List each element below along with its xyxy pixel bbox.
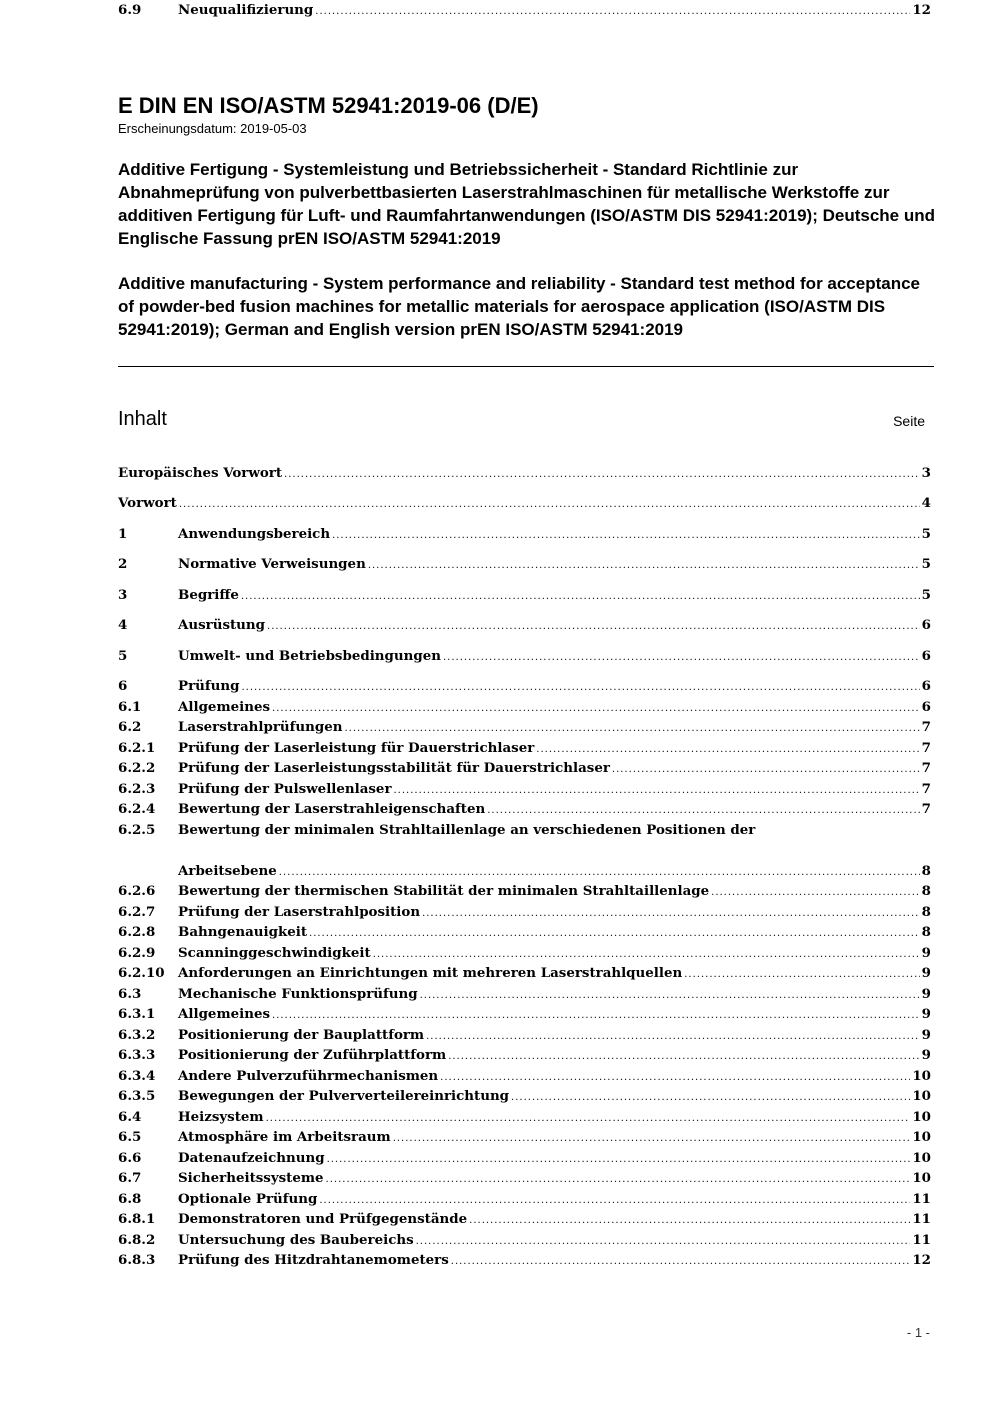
toc-entry[interactable] — [118, 676, 931, 696]
toc-entry-line — [178, 758, 931, 778]
title-english: Additive manufacturing - System performance and reliability - Standard test method for acceptance of powder-bed fusion machines for metallic materials for aerospace application (ISO/ASTM DIS 52941:2019); German and English version prEN ISO/ASTM 52941:2019 — [118, 274, 921, 339]
toc-entry[interactable] — [118, 1025, 931, 1045]
toc-entry-page: 6 — [921, 648, 931, 664]
toc-entry[interactable] — [118, 902, 931, 922]
toc-entry-line — [178, 1004, 931, 1024]
toc-entry-page: 7 — [921, 719, 931, 735]
toc-entry-line — [178, 1127, 931, 1147]
toc-dot-leader — [272, 699, 920, 719]
toc-entry-line — [178, 779, 931, 799]
toc-dot-leader — [422, 904, 920, 924]
toc-dot-leader — [684, 965, 919, 985]
toc-entry-number: 6.2.6 — [118, 883, 156, 899]
toc-dot-leader — [440, 1068, 910, 1088]
toc-dot-leader — [536, 740, 919, 760]
toc-entry-page: 8 — [921, 924, 931, 940]
toc-entry-line — [178, 902, 931, 922]
toc-dot-leader — [711, 883, 920, 903]
toc-entry-line — [178, 1250, 931, 1270]
toc-entry[interactable] — [118, 758, 931, 778]
toc-dot-leader — [416, 1232, 911, 1252]
toc-entry-number: 6.3.2 — [118, 1027, 156, 1043]
toc-entry-line — [178, 984, 931, 1004]
toc-entry[interactable] — [118, 1066, 931, 1086]
toc-entry-title: Prüfung — [178, 678, 240, 694]
toc-entry[interactable] — [118, 1148, 931, 1168]
toc-entry-title: Sicherheitssysteme — [178, 1170, 324, 1186]
toc-entry-page: 9 — [921, 965, 931, 981]
toc-entry-number: 6.2.2 — [118, 760, 156, 776]
toc-dot-leader — [327, 1150, 911, 1170]
toc-entry-page: 11 — [912, 1211, 931, 1227]
toc-dot-leader — [420, 986, 920, 1006]
toc-entry-line — [178, 524, 931, 544]
toc-dot-leader — [448, 1047, 919, 1067]
toc-entry-number: 6.2.4 — [118, 801, 156, 817]
toc-entry-title: Positionierung der Bauplattform — [178, 1027, 425, 1043]
toc-entry-title: Neuqualifizierung — [178, 2, 314, 18]
title-german: Additive Fertigung - Systemleistung und Betriebssicherheit - Standard Richtlinie zur Abnahmeprüfung von pulverbettbasierten Laserstrahlmaschinen für metallische Werkstoffe zur additiven Fertigung für Luft- und Raumfahrtanwendungen (ISO/ASTM DIS 52941:2019); Deutsche und Englische Fassung prEN ISO/ASTM 52941:2019 — [118, 160, 936, 248]
toc-entry-title: Bewegungen der Pulververteilereinrichtung — [178, 1088, 510, 1104]
toc-entry-number: 6.3.3 — [118, 1047, 156, 1063]
toc-entry-page: 10 — [912, 1068, 931, 1084]
toc-entry-title: Laserstrahlprüfungen — [178, 719, 343, 735]
toc-dot-leader — [179, 495, 920, 515]
toc-entry-line — [118, 463, 931, 483]
toc-entry-title: Optionale Prüfung — [178, 1191, 318, 1207]
toc-entry[interactable] — [118, 1045, 931, 1065]
toc-entry[interactable] — [118, 1209, 931, 1229]
toc-entry[interactable] — [118, 1127, 931, 1147]
toc-entry-line — [178, 943, 931, 963]
toc-entry-page: 11 — [912, 1191, 931, 1207]
toc-entry-page: 6 — [921, 699, 931, 715]
toc-dot-leader — [345, 719, 920, 739]
document-id: E DIN EN ISO/ASTM 52941:2019-06 (D/E) — [118, 93, 539, 118]
toc-entry[interactable] — [118, 861, 931, 881]
toc-dot-leader — [272, 1006, 920, 1026]
toc-entry-title: Umwelt- und Betriebsbedingungen — [178, 648, 441, 664]
toc-entry-number: 2 — [118, 556, 128, 572]
toc-entry[interactable] — [118, 717, 931, 737]
publication-date: Erscheinungsdatum: 2019-05-03 — [118, 121, 307, 136]
toc-entry[interactable] — [118, 697, 931, 717]
toc-dot-leader — [315, 2, 910, 22]
toc-entry[interactable] — [118, 524, 931, 544]
toc-entry-line — [178, 922, 931, 942]
toc-entry-number: 1 — [118, 526, 128, 542]
toc-entry-number: 6.3.5 — [118, 1088, 156, 1104]
toc-entry[interactable] — [118, 1004, 931, 1024]
toc-entry-title: Vorwort — [118, 495, 177, 511]
toc-dot-leader — [443, 648, 920, 668]
toc-entry-number: 3 — [118, 587, 128, 603]
toc-entry-page: 7 — [921, 760, 931, 776]
toc-entry-number: 6.2.8 — [118, 924, 156, 940]
toc-entry-title: Positionierung der Zuführplattform — [178, 1047, 447, 1063]
toc-dot-leader — [612, 760, 920, 780]
page-number: - 1 - — [906, 1325, 930, 1340]
toc-entry-page: 7 — [921, 781, 931, 797]
toc-dot-leader — [279, 863, 920, 883]
toc-entry-number: 6.2.9 — [118, 945, 156, 961]
toc-entry-line — [178, 799, 931, 819]
toc-entry-page: 11 — [912, 1232, 931, 1248]
toc-entry-title: Datenaufzeichnung — [178, 1150, 325, 1166]
toc-entry-line — [178, 1066, 931, 1086]
toc-entry-title: Prüfung der Laserleistung für Dauerstrichlaser — [178, 740, 535, 756]
toc-entry-number: 6.1 — [118, 699, 142, 715]
toc-entry-line — [178, 615, 931, 635]
toc-entry-page: 8 — [921, 904, 931, 920]
toc-entry-number: 6.8.1 — [118, 1211, 156, 1227]
toc-entry-title: Ausrüstung — [178, 617, 266, 633]
toc-entry-page: 8 — [921, 863, 931, 879]
toc-entry-number: 6.8.3 — [118, 1252, 156, 1268]
toc-entry-number: 6.7 — [118, 1170, 142, 1186]
toc-entry-line — [178, 1148, 931, 1168]
toc-entry-title: Andere Pulverzuführmechanismen — [178, 1068, 439, 1084]
toc-entry-number: 6.2.5 — [118, 822, 156, 838]
toc-entry-line — [178, 717, 931, 737]
toc-entry-page: 7 — [921, 740, 931, 756]
toc-entry-line — [178, 881, 931, 901]
toc-entry-line — [178, 585, 931, 605]
toc-entry-line — [178, 861, 931, 881]
toc-entry-title: Scanninggeschwindigkeit — [178, 945, 371, 961]
toc-entry-title: Allgemeines — [178, 699, 271, 715]
toc-entry-line — [178, 1025, 931, 1045]
toc-entry-line — [178, 1045, 931, 1065]
toc-entry-page: 6 — [921, 617, 931, 633]
toc-entry-line — [178, 1107, 931, 1127]
toc-entry-page: 8 — [921, 883, 931, 899]
toc-entry[interactable] — [118, 963, 931, 983]
toc-entry[interactable] — [118, 881, 931, 901]
toc-dot-leader — [393, 1129, 911, 1149]
toc-entry-number: 6.9 — [118, 2, 142, 18]
toc-dot-leader — [309, 924, 920, 944]
toc-entry-page: 10 — [912, 1170, 931, 1186]
toc-dot-leader — [368, 556, 920, 576]
toc-entry[interactable] — [118, 1168, 931, 1188]
toc-entry[interactable] — [118, 1250, 931, 1270]
toc-entry-number: 6.2.1 — [118, 740, 156, 756]
toc-entry-title: Anforderungen an Einrichtungen mit mehreren Laserstrahlquellen — [178, 965, 683, 981]
toc-entry-title: Anwendungsbereich — [178, 526, 331, 542]
toc-entry-page: 9 — [921, 1006, 931, 1022]
toc-entry-title: Normative Verweisungen — [178, 556, 366, 572]
toc-entry-number: 5 — [118, 648, 128, 664]
toc-entry[interactable] — [118, 820, 931, 840]
toc-entry-title: Demonstratoren und Prüfgegenstände — [178, 1211, 468, 1227]
toc-entry-page: 5 — [921, 556, 931, 572]
toc-entry-line — [178, 1189, 931, 1209]
toc-entry-number: 6.2 — [118, 719, 142, 735]
toc-entry-page: 12 — [912, 1252, 931, 1268]
toc-dot-leader — [394, 781, 920, 801]
toc-entry-page: 10 — [912, 1109, 931, 1125]
toc-entry[interactable] — [118, 646, 931, 666]
toc-entry[interactable] — [118, 779, 931, 799]
toc-entry-title: Atmosphäre im Arbeitsraum — [178, 1129, 391, 1145]
toc-entry[interactable] — [118, 0, 931, 20]
toc-entry-page: 7 — [921, 801, 931, 817]
toc-entry-line — [178, 1168, 931, 1188]
toc-entry-page: 4 — [921, 495, 931, 511]
toc-entry[interactable] — [118, 554, 931, 574]
toc-entry-page: 9 — [921, 986, 931, 1002]
toc-entry-line — [118, 493, 931, 513]
toc-heading: Inhalt — [118, 408, 167, 430]
toc-dot-leader — [241, 678, 919, 698]
toc-entry-line — [178, 0, 931, 20]
toc-entry-number: 6.8.2 — [118, 1232, 156, 1248]
toc-dot-leader — [326, 1170, 911, 1190]
toc-entry-number: 6.2.10 — [118, 965, 165, 981]
toc-entry[interactable] — [118, 463, 931, 483]
toc-entry-page: 9 — [921, 1047, 931, 1063]
toc-entry[interactable] — [118, 922, 931, 942]
toc-entry-title: Europäisches Vorwort — [118, 465, 283, 481]
toc-dot-leader — [332, 526, 920, 546]
toc-dot-leader — [469, 1211, 910, 1231]
toc-entry-page: 10 — [912, 1129, 931, 1145]
toc-entry-number: 6.6 — [118, 1150, 142, 1166]
toc-entry-title: Arbeitsebene — [178, 863, 277, 879]
toc-entry-line — [178, 646, 931, 666]
toc-dot-leader — [373, 945, 920, 965]
toc-entry-line — [178, 1086, 931, 1106]
toc-entry-line — [178, 697, 931, 717]
toc-entry-number: 6.3.1 — [118, 1006, 156, 1022]
toc-entry-line — [178, 963, 931, 983]
toc-entry-title: Begriffe — [178, 587, 239, 603]
toc-dot-leader — [451, 1252, 911, 1272]
toc-entry-title: Prüfung der Laserstrahlposition — [178, 904, 421, 920]
toc-entry-number: 6.3.4 — [118, 1068, 156, 1084]
toc-entry-title: Bahngenauigkeit — [178, 924, 308, 940]
toc-entry-title: Prüfung der Pulswellenlaser — [178, 781, 392, 797]
toc-entry[interactable] — [118, 615, 931, 635]
toc-entry[interactable] — [118, 1086, 931, 1106]
toc-entry-page: 5 — [921, 587, 931, 603]
toc-entry-line — [178, 1230, 931, 1250]
toc-entry-number: 6.2.3 — [118, 781, 156, 797]
toc-dot-leader — [487, 801, 919, 821]
toc-entry-title: Prüfung des Hitzdrahtanemometers — [178, 1252, 449, 1268]
toc-entry[interactable] — [118, 799, 931, 819]
toc-entry-line — [178, 676, 931, 696]
toc-entry[interactable] — [118, 738, 931, 758]
toc-entry-number: 6.8 — [118, 1191, 142, 1207]
toc-entry[interactable] — [118, 493, 931, 513]
toc-entry-page: 6 — [921, 678, 931, 694]
toc-entry-title: Untersuchung des Baubereichs — [178, 1232, 414, 1248]
toc-entry-number: 6.2.7 — [118, 904, 156, 920]
toc-entry-number: 6 — [118, 678, 128, 694]
toc-entry-number: 6.3 — [118, 986, 142, 1002]
toc-entry[interactable] — [118, 943, 931, 963]
toc-entry-line — [178, 1209, 931, 1229]
toc-entry-page: 10 — [912, 1088, 931, 1104]
toc-dot-leader — [266, 1109, 911, 1129]
toc-entry[interactable] — [118, 1189, 931, 1209]
toc-entry-page: 12 — [912, 2, 931, 18]
toc-dot-leader — [511, 1088, 910, 1108]
toc-entry-page: 5 — [921, 526, 931, 542]
toc-entry-line — [178, 738, 931, 758]
toc-entry-title: Prüfung der Laserleistungsstabilität für Dauerstrichlaser — [178, 760, 610, 776]
toc-dot-leader — [426, 1027, 920, 1047]
toc-entry[interactable] — [118, 1230, 931, 1250]
toc-entry-title: Heizsystem — [178, 1109, 264, 1125]
toc-entry-title: Bewertung der thermischen Stabilität der minimalen Strahltaillenlage — [178, 883, 710, 899]
toc-entry-title: Bewertung der Laserstrahleigenschaften — [178, 801, 486, 817]
toc-page-column-label: Seite — [893, 413, 925, 429]
toc-entry[interactable] — [118, 984, 931, 1004]
toc-entry[interactable] — [118, 1107, 931, 1127]
toc-entry-number: 6.4 — [118, 1109, 142, 1125]
toc-entry-title: Bewertung der minimalen Strahltaillenlage an verschiedenen Positionen der — [178, 822, 756, 838]
toc-dot-leader — [284, 465, 920, 485]
toc-dot-leader — [319, 1191, 910, 1211]
header-divider — [118, 366, 934, 367]
toc-entry-number: 6.5 — [118, 1129, 142, 1145]
toc-entry-page: 9 — [921, 1027, 931, 1043]
toc-entry-line — [178, 554, 931, 574]
toc-entry-page: 10 — [912, 1150, 931, 1166]
toc-entry-page: 3 — [921, 465, 931, 481]
toc-entry-page: 9 — [921, 945, 931, 961]
toc-entry-number: 4 — [118, 617, 128, 633]
toc-entry-title: Allgemeines — [178, 1006, 271, 1022]
toc-entry-title: Mechanische Funktionsprüfung — [178, 986, 418, 1002]
toc-dot-leader — [267, 617, 920, 637]
toc-dot-leader — [241, 587, 920, 607]
toc-entry[interactable] — [118, 585, 931, 605]
